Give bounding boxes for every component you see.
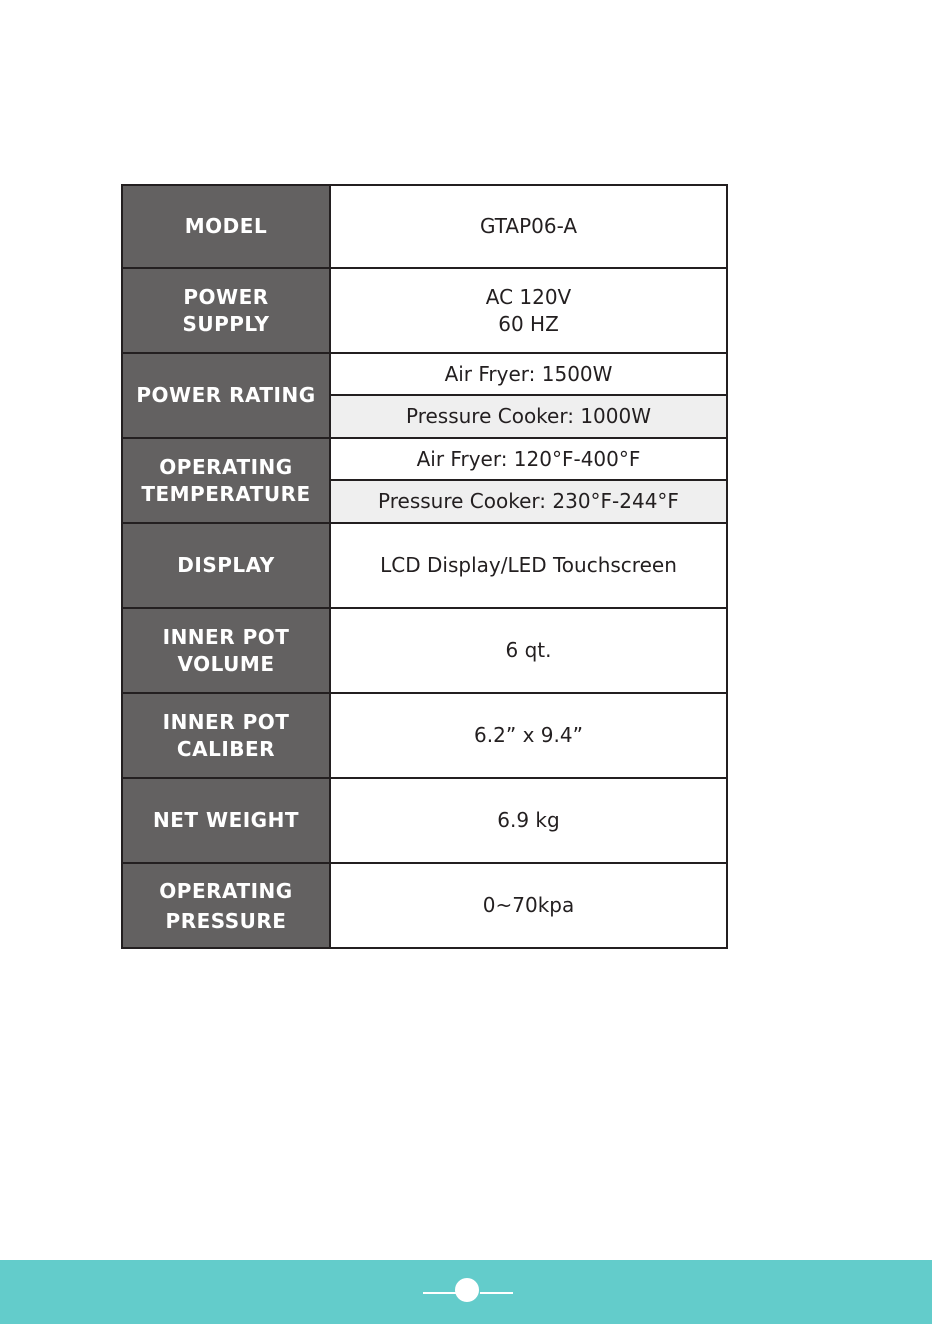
- spec-label-power-rating: POWER RATING: [122, 353, 330, 438]
- spec-label-inner-pot-caliber: [122, 693, 330, 778]
- spec-label-inner-pot-volume: [122, 608, 330, 693]
- spec-value-temperature-pressure-cooker: Pressure Cooker: 230°F-244°F: [330, 480, 727, 523]
- spec-label-operating-pressure: [122, 863, 330, 948]
- spec-value-line: AC 120V: [485, 284, 572, 309]
- spec-value-model: GTAP06-A: [330, 185, 727, 268]
- spec-label-line: OPERATING: [159, 454, 293, 479]
- spec-label-line: OPERATING: [159, 878, 293, 903]
- spec-value-power-rating-air-fryer: Air Fryer: 1500W: [330, 353, 727, 395]
- spec-value-power-supply: [330, 268, 727, 353]
- spec-label-line: SUPPLY: [182, 311, 270, 336]
- spec-label-power-supply: [122, 268, 330, 353]
- spec-label-line: INNER POT: [162, 624, 290, 649]
- footer-rule-left: [423, 1292, 456, 1294]
- page-number-circle-icon: [455, 1278, 479, 1302]
- spec-label-line: CALIBER: [176, 736, 276, 761]
- page-footer: [0, 1260, 932, 1324]
- spec-label-operating-temperature: [122, 438, 330, 523]
- spec-row-inner-pot-caliber: [122, 693, 727, 778]
- footer-rule-right: [480, 1292, 513, 1294]
- spec-label-model: MODEL: [122, 185, 330, 268]
- spec-label-line: VOLUME: [177, 651, 275, 676]
- spec-row-operating-pressure: [122, 863, 727, 948]
- spec-label-line: TEMPERATURE: [141, 481, 311, 506]
- spec-value-net-weight: 6.9 kg: [330, 778, 727, 863]
- spec-table: [121, 184, 728, 949]
- spec-label-display: DISPLAY: [122, 523, 330, 608]
- spec-label-net-weight: NET WEIGHT: [122, 778, 330, 863]
- spec-label-line: INNER POT: [162, 709, 290, 734]
- spec-value-inner-pot-caliber: 6.2” x 9.4”: [330, 693, 727, 778]
- spec-value-inner-pot-volume: 6 qt.: [330, 608, 727, 693]
- spec-row-operating-temperature: [122, 438, 727, 480]
- spec-label-line: POWER: [183, 284, 269, 309]
- spec-row-display: [122, 523, 727, 608]
- spec-value-temperature-air-fryer: Air Fryer: 120°F-400°F: [330, 438, 727, 480]
- spec-row-model: [122, 185, 727, 268]
- spec-value-operating-pressure: 0~70kpa: [330, 863, 727, 948]
- spec-row-net-weight: [122, 778, 727, 863]
- spec-row-inner-pot-volume: [122, 608, 727, 693]
- spec-row-power-supply: [122, 268, 727, 353]
- spec-label-line: PRESSURE: [165, 908, 287, 933]
- spec-value-display: LCD Display/LED Touchscreen: [330, 523, 727, 608]
- spec-value-power-rating-pressure-cooker: Pressure Cooker: 1000W: [330, 395, 727, 438]
- spec-row-power-rating: [122, 353, 727, 395]
- spec-value-line: 60 HZ: [498, 311, 559, 336]
